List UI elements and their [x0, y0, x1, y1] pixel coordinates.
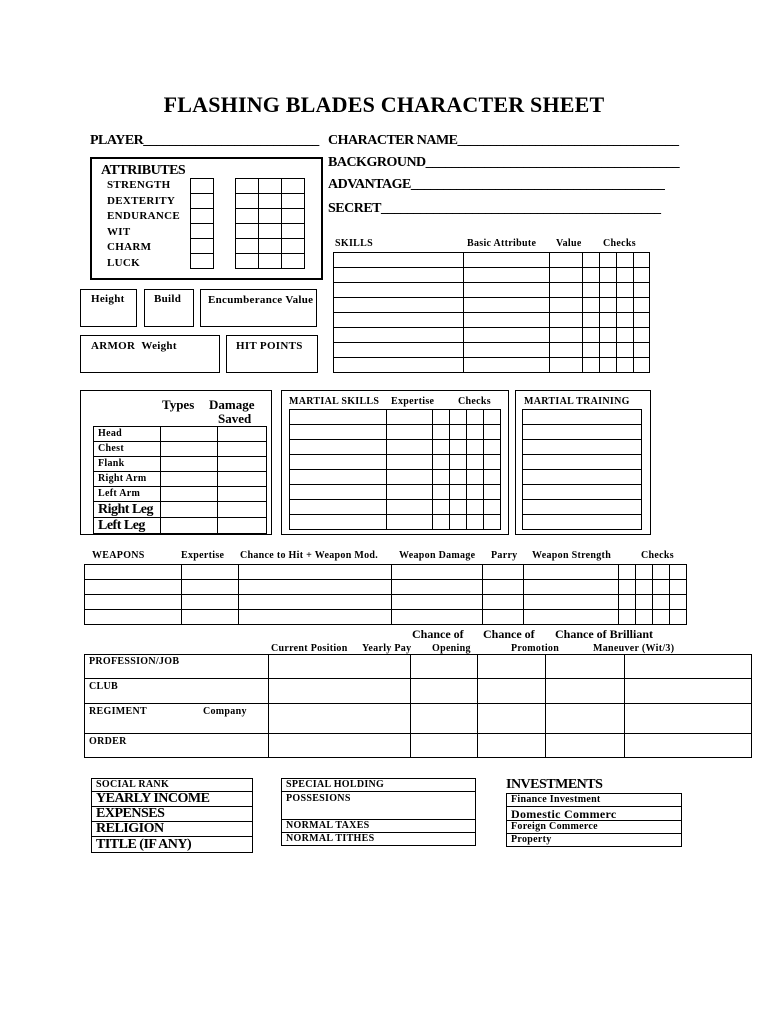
armor-row-right-arm: Right Arm	[94, 472, 161, 487]
career-opening-header: Opening	[432, 643, 471, 654]
martial-training-table[interactable]	[522, 409, 642, 530]
career-row-regiment: REGIMENT Company	[85, 704, 269, 734]
skills-table[interactable]	[333, 252, 650, 373]
career-row-club: CLUB	[85, 679, 269, 704]
height-label: Height	[91, 293, 125, 305]
weapons-checks-header: Checks	[641, 550, 674, 561]
weapons-heading: WEAPONS	[92, 550, 145, 561]
encumbrance-label: Encumberance Value	[208, 294, 314, 306]
skills-checks-header: Checks	[603, 238, 636, 249]
possessions-label: POSSESIONS	[282, 792, 476, 820]
martial-skills-heading: MARTIAL SKILLS	[289, 396, 380, 407]
holdings-table[interactable]	[281, 778, 476, 846]
skills-value-header: Value	[556, 238, 582, 249]
page-title: FLASHING BLADES CHARACTER SHEET	[163, 92, 605, 117]
advantage-field[interactable]: ADVANTAGE_______________________________________	[328, 177, 665, 192]
attribute-check-grid[interactable]	[235, 178, 305, 269]
weapons-damage-header: Weapon Damage	[399, 550, 476, 561]
character-name-field[interactable]: CHARACTER NAME__________________________________	[328, 133, 679, 148]
normal-tithes-label: NORMAL TITHES	[282, 833, 476, 846]
property-label: Property	[507, 834, 682, 847]
career-chance-of-opening-header: Chance of	[412, 627, 464, 641]
armor-row-head: Head	[94, 427, 161, 442]
armor-row-chest: Chest	[94, 442, 161, 457]
skills-basic-attribute-header: Basic Attribute	[467, 238, 537, 249]
career-maneuver-header: Maneuver (Wit/3)	[593, 643, 675, 654]
expenses-label: EXPENSES	[92, 807, 253, 822]
attributes-heading: ATTRIBUTES	[101, 163, 186, 178]
character-name-label: CHARACTER NAME	[328, 133, 458, 148]
career-table[interactable]	[84, 654, 752, 758]
martial-training-heading: MARTIAL TRAINING	[524, 396, 630, 407]
attr-charm-label: CHARM	[107, 241, 152, 253]
investments-heading: INVESTMENTS	[506, 777, 603, 792]
armor-row-right-leg: Right Leg	[94, 502, 161, 518]
martial-skills-table[interactable]	[289, 409, 501, 530]
background-label: BACKGROUND	[328, 155, 426, 170]
social-rank-label: SOCIAL RANK	[92, 779, 253, 792]
secret-field[interactable]: SECRET___________________________________________	[328, 201, 661, 216]
attr-strength-label: STRENGTH	[107, 179, 171, 191]
advantage-label: ADVANTAGE	[328, 177, 411, 192]
armor-row-left-leg: Left Leg	[94, 518, 161, 534]
finance-investment-label: Finance Investment	[507, 794, 682, 807]
player-field[interactable]: PLAYER___________________________	[90, 133, 319, 148]
special-holding-label: SPECIAL HOLDING	[282, 779, 476, 792]
social-table[interactable]	[91, 778, 253, 853]
weapons-expertise-header: Expertise	[181, 550, 225, 561]
weight-label: Weight	[141, 340, 177, 352]
attr-wit-label: WIT	[107, 226, 131, 238]
domestic-commerce-label: Domestic Commerc	[507, 807, 682, 821]
normal-taxes-label: NORMAL TAXES	[282, 820, 476, 833]
armor-damage-header: Damage	[209, 397, 255, 412]
title-label: TITLE (IF ANY)	[92, 837, 253, 853]
attr-endurance-label: ENDURANCE	[107, 210, 180, 222]
investments-table[interactable]	[506, 793, 682, 847]
career-company-label: Company	[202, 706, 247, 717]
career-chance-of-promotion-header: Chance of	[483, 627, 535, 641]
background-field[interactable]: BACKGROUND_______________________________________	[328, 155, 680, 170]
martial-skills-expertise-header: Expertise	[391, 396, 435, 407]
armor-table[interactable]	[93, 426, 267, 534]
armor-label: ARMOR Weight	[91, 340, 177, 352]
martial-skills-checks-header: Checks	[458, 396, 491, 407]
weapons-parry-header: Parry	[491, 550, 518, 561]
player-label: PLAYER	[90, 133, 144, 148]
career-row-order: ORDER	[85, 734, 269, 758]
armor-row-flank: Flank	[94, 457, 161, 472]
career-yearly-pay-header: Yearly Pay	[362, 643, 412, 654]
weapons-chance-header: Chance to Hit + Weapon Mod.	[240, 550, 379, 561]
religion-label: RELIGION	[92, 822, 253, 837]
career-current-position-header: Current Position	[271, 643, 348, 654]
secret-label: SECRET	[328, 201, 382, 216]
armor-types-header: Types	[162, 397, 195, 412]
hit-points-label: HIT POINTS	[236, 340, 303, 352]
armor-row-left-arm: Left Arm	[94, 487, 161, 502]
armor-saved-header: Saved	[218, 411, 252, 426]
yearly-income-label: YEARLY INCOME	[92, 792, 253, 807]
career-promotion-header: Promotion	[511, 643, 560, 654]
attribute-value-boxes[interactable]	[190, 178, 214, 269]
build-label: Build	[154, 293, 182, 305]
attr-dexterity-label: DEXTERITY	[107, 195, 176, 207]
weapons-table[interactable]	[84, 564, 687, 625]
foreign-commerce-label: Foreign Commerce	[507, 821, 682, 834]
skills-heading: SKILLS	[335, 238, 373, 249]
weapons-strength-header: Weapon Strength	[532, 550, 612, 561]
attr-luck-label: LUCK	[107, 257, 140, 269]
career-row-profession: PROFESSION/JOB	[85, 655, 269, 679]
career-chance-of-brilliant-header: Chance of Brilliant	[555, 627, 653, 641]
